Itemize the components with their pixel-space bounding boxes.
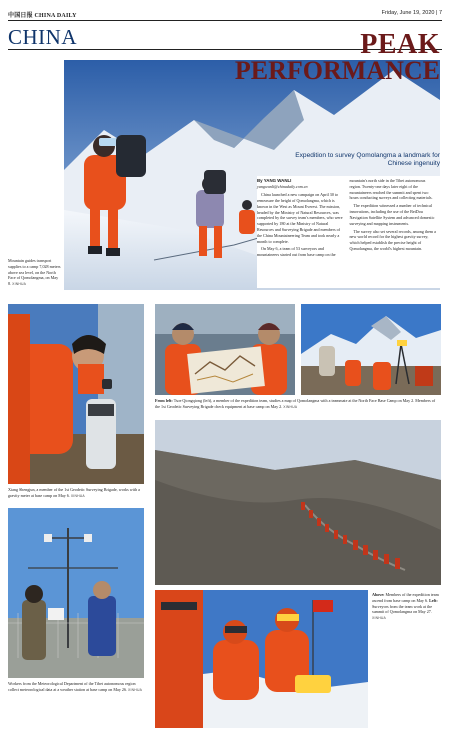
article-paragraph: The expedition witnessed a number of technical innovations, including the use of the BeiDou Navigation Satellite System and advanced domestic surveying and mapping instruments. <box>349 203 435 226</box>
photo-gravity-meter <box>8 304 144 484</box>
headline-line-2: PERFORMANCE <box>234 55 440 85</box>
caption-mid-photos: From left: Tsoe Qiongqiong (left), a member of the expedition team, studies a map of Qomolangma with a teammate at the North Face Base Camp on May 2. Members of the 1st Geodetic Surveying Brigade check equipment at base camp on May 2. XINHUA <box>155 398 436 409</box>
headline-line-1: PEAK <box>360 29 440 60</box>
article-paragraph: On May 6, a team of 53 surveyors and mountaineers started out from base camp on the mountain's north side in the Tibet autonomous region. Twenty-one days later eight of the mountaineers reached the summit and spent two hours conducting surveys and collecting materials. <box>257 178 433 258</box>
author-email[interactable]: yangwanli@chinadaily.com.cn <box>257 184 308 190</box>
caption-summit: Above: Members of the expedition team ascend from base camp on May 6. Left: Surveyors from the team work at the summit of Qomolangma on May 27. XINHUA <box>372 592 439 621</box>
photo-equipment-check <box>301 304 441 395</box>
byline: By YANG WANLI <box>257 178 292 183</box>
masthead <box>8 9 442 19</box>
page-number: 7 <box>438 10 442 16</box>
caption-gravity-meter: Xiang Shengjun, a member of the 1st Geodetic Surveying Brigade, works with a gravity meter at base camp on May 6. XINHUA <box>8 487 140 498</box>
caption-weather-station: Workers from the Meteorological Department of the Tibet autonomous region collect meteorological data at a weather station at base camp on May 26. XINHUA <box>8 681 143 692</box>
issue-date: Friday, June 19, 2020 | 7 <box>381 10 442 16</box>
article-paragraph: China launched a new campaign on April 30 to remeasure the height of Qomolangma, which is known in the West as Mount Everest. The mission, headed by the Ministry of Natural Resources, was completed by the survey team's members, who were supported by 180 at the Ministry of Natural Resources and Surveying Brigade and members of the China Mountaineering Team and took nearly a month to complete. <box>257 192 343 244</box>
subhead: Expedition to survey Qomolangma a landmark for Chinese ingenuity <box>295 152 440 168</box>
section-title: CHINA <box>8 25 77 49</box>
headline <box>234 29 440 85</box>
photo-team-ascent <box>155 420 441 585</box>
masthead-rule <box>8 20 442 21</box>
photo-weather-station <box>8 508 144 678</box>
photo-summit-survey <box>155 590 368 728</box>
article-body <box>257 178 437 258</box>
article-paragraph: The survey also set several records, among them a new world record for the highest gravity survey, which helped establish the precise height of Qomolangma, the world's highest mountain. <box>349 228 436 251</box>
caption-hero: Mountain guides transport supplies to a camp 7,028 meters above sea level, on the North Face of Qomolangma, on May 8. XINHUA <box>8 258 61 287</box>
newspaper-logo[interactable]: 中国日报 CHINA DAILY <box>8 13 77 19</box>
photo-map-study <box>155 304 295 395</box>
